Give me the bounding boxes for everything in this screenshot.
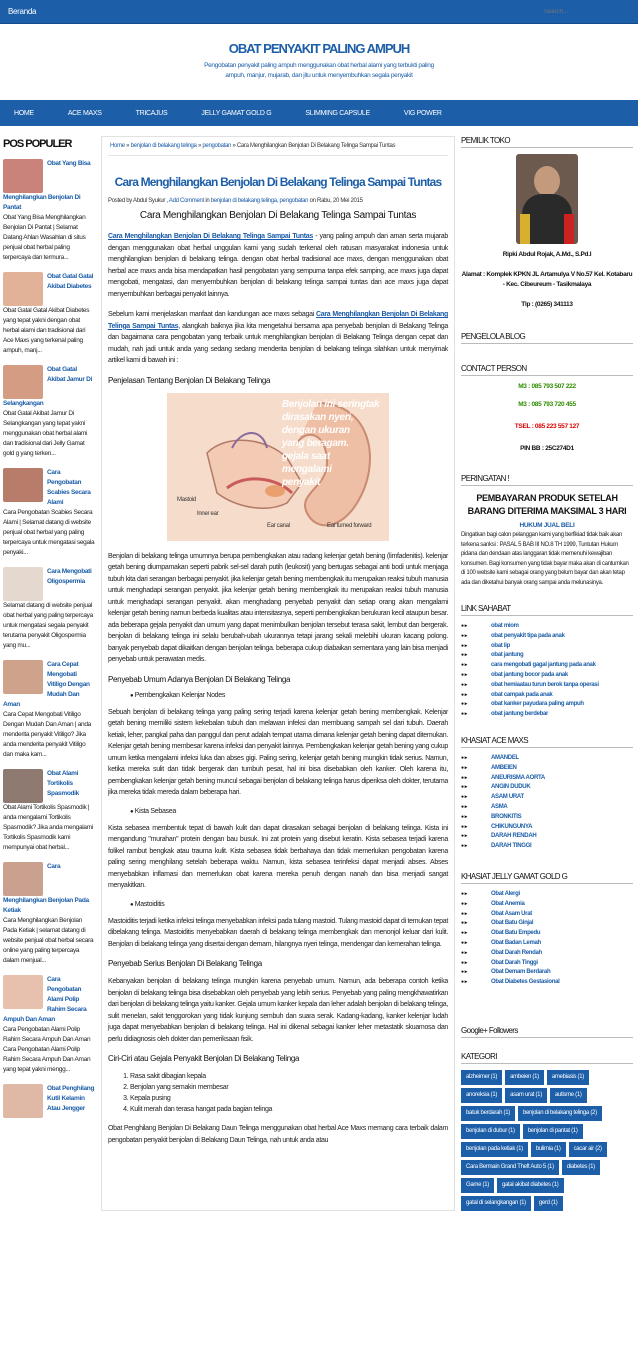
label-ear-forward: Ear tumed forward bbox=[327, 522, 372, 529]
nav-tricajus[interactable]: TRICAJUS bbox=[135, 109, 168, 117]
post-thumbnail[interactable] bbox=[3, 975, 43, 1009]
category-tag[interactable]: autisme (1) bbox=[550, 1088, 587, 1103]
pemilik-heading: PEMILIK TOKO bbox=[461, 136, 633, 148]
post-thumbnail[interactable] bbox=[3, 468, 43, 502]
post-subtitle: Cara Menghilangkan Benjolan Di Belakang Telinga Sampai Tuntas bbox=[139, 210, 417, 221]
sahabat-link[interactable]: ● ▸ obat lip bbox=[461, 642, 633, 652]
post-thumbnail[interactable] bbox=[3, 1084, 43, 1118]
post-link[interactable]: Cara Pengobatan Scabies Secara Alami bbox=[47, 469, 91, 506]
jelly-link[interactable]: ● ▸ Obat Batu Empedu bbox=[461, 929, 633, 939]
khasiat-link[interactable]: ● ▸ CHIKUNGUNYA bbox=[461, 823, 633, 833]
paragraph-2 bbox=[108, 309, 448, 367]
paragraph-2-text-a: Sebelum kami menjelaskan manfaat dan kandungan ace maxs sebagai bbox=[108, 311, 316, 318]
paragraph-1-text: - yang paling ampuh dan aman serta mujarab dengan menggunakan obat herbal unggulan kami yang sudah terkenal oleh ratusan masyarakat indonesia untuk menghilangkan benjolan di belakang telinga. dengan obat herbal tradisional ace maxs, dengan menggunakan obat herbal ace maxs anda bisa mendapatkan hasil pengobatan yang sempurna tanpa efek samping, ace maxs juga dapat mengobati, mengatasi, dan menyembuhkan benjolan di belakang telinga sampai tuntas dan ace maxs juga dapat menyembuhkan berbagai penyakit lainnya. bbox=[108, 233, 448, 298]
category-tag[interactable]: benjolan pada ketiak (1) bbox=[461, 1142, 528, 1157]
paragraph-2-text-b: , alangkah baiknya jika kita mengetahui bersama apa penyebab benjolan di Belakang Telinga dan bagaimana cara pengobatan yang terbaik untuk menghilangkan benjolan di Belakang Telinga dengan cepat dan mudah, nah jadi untuk anda yang sedang sedang menderita benjolan di belakang telinga silahkan untuk menyimak artikel kami di bawah ini : bbox=[108, 322, 448, 364]
post-link[interactable]: Obat Alami Tortikolis Spasmodik bbox=[47, 770, 79, 797]
heading-penjelasan: Penjelasan Tentang Benjolan Di Belakang Telinga bbox=[108, 375, 271, 385]
heading-ciri: Ciri-Ciri atau Gejala Penyakit Benjolan Di Belakang Telinga bbox=[108, 1054, 300, 1063]
main-nav bbox=[0, 100, 638, 126]
nav-slimming[interactable]: SLIMMING CAPSULE bbox=[305, 109, 370, 117]
home-link[interactable]: Beranda bbox=[8, 7, 37, 16]
sahabat-link[interactable]: ● ▸ obat jantung bbox=[461, 651, 633, 661]
keyword-link-1[interactable]: Cara Menghilangkan Benjolan Di Belakang Telinga Sampai Tuntas bbox=[108, 233, 313, 240]
post-snippet: Obat Gatal Gatal Akibat Diabetes yang tepat yakni dengan obat herbal alami dan tradisional dari Ace Maxs yang terkenal paling ampuh, manj... bbox=[3, 307, 90, 354]
category-tag[interactable]: benjolan di belakang telinga (2) bbox=[518, 1106, 602, 1121]
jelly-link[interactable]: ● ▸ Obat Demam Berdarah bbox=[461, 968, 633, 978]
label-ear-canal: Ear canal bbox=[267, 522, 290, 529]
keyword-link-2[interactable]: Cara Menghilangkan Benjolan Di Belakang Telinga Sampai Tuntas bbox=[108, 311, 448, 330]
paragraph-6: Mastoiditis terjadi ketika infeksi telinga menyebabkan infeksi pada tulang mastoid. Tulang mastoid dapat di temukan tepat dibelakang telinga. Mastoiditis menyebabkan daerah di belakang telinga membengkak dan menonjol keluar dari kulit. Benjolan di belakang telinga yang disertai dengan demam, hilangnya nyeri telinga, mendengar dan kemerahan telinga. bbox=[108, 917, 448, 948]
figure-overlay-text: Benjolan ini seringtak dirasakan nyeri, dengan ukuran yang beragam. gejala saat mengalami penyakit bbox=[282, 398, 380, 488]
post-title[interactable]: Cara Menghilangkan Benjolan Di Belakang Telinga Sampai Tuntas bbox=[114, 175, 442, 189]
bullet-nodes: ● Pembengkakan Kelenjar Nodes bbox=[130, 692, 448, 699]
nav-home[interactable]: HOME bbox=[14, 109, 34, 117]
post-date: on Rabu, 20 Mei 2015 bbox=[309, 198, 363, 204]
khasiat-link[interactable]: ● ▸ ANGIN DUDUK bbox=[461, 783, 633, 793]
peringatan-heading: PERINGATAN ! bbox=[461, 474, 633, 486]
category-tag[interactable]: anoreksia (1) bbox=[461, 1088, 502, 1103]
sahabat-link[interactable]: ● ▸ cara mengobati gagal jantung pada anak bbox=[461, 661, 633, 671]
post-snippet: Cara Pengobatan Scabies Secara Alami | Selamat datang di website penjual obat herbal yang paling terpercaya untuk mengatasi segala penyaki... bbox=[3, 509, 95, 556]
ciri-item: 3. Kepala pusing bbox=[130, 1093, 448, 1104]
site-title[interactable]: OBAT PENYAKIT PALING AMPUH bbox=[228, 41, 410, 56]
post-thumbnail[interactable] bbox=[3, 862, 43, 896]
post-thumbnail[interactable] bbox=[3, 272, 43, 306]
post-thumbnail[interactable] bbox=[3, 769, 43, 803]
post-link[interactable]: Cara bbox=[47, 863, 61, 870]
post-thumbnail[interactable] bbox=[3, 660, 43, 694]
category-tag[interactable]: ambeien (1) bbox=[505, 1070, 544, 1085]
ear-illustration-svg bbox=[167, 393, 389, 541]
jelly-link[interactable]: ● ▸ Obat Darah Rendah bbox=[461, 949, 633, 959]
sahabat-link[interactable]: ● ▸ obat miom bbox=[461, 622, 633, 632]
popular-post bbox=[3, 660, 95, 760]
sahabat-link[interactable]: ● ▸ obat jantung berdebar bbox=[461, 710, 633, 720]
google-heading: Google+ Followers bbox=[461, 1026, 633, 1038]
link-list bbox=[461, 622, 633, 720]
jelly-list bbox=[461, 890, 633, 988]
owner-address: Alamat : Komplek KPKN JL Artamulya V No.57 Kel. Kotabaru - Kec. Cibeureum - Tasikmalaya bbox=[461, 271, 633, 288]
kategori-heading: KATEGORI bbox=[461, 1052, 633, 1064]
owner-photo bbox=[516, 154, 578, 244]
category-tag[interactable]: batuk berdarah (1) bbox=[461, 1106, 515, 1121]
breadcrumb-category-1[interactable]: benjolan di belakang telinga bbox=[130, 143, 197, 149]
khasiat-link[interactable]: ● ▸ DARAH RENDAH bbox=[461, 832, 633, 842]
category-cloud bbox=[461, 1070, 633, 1211]
jelly-link[interactable]: ● ▸ Obat Diabetes Gestasional bbox=[461, 978, 633, 988]
search-input[interactable] bbox=[540, 5, 630, 19]
post-link-cont[interactable]: Selangkangan bbox=[3, 400, 44, 407]
post-thumbnail[interactable] bbox=[3, 159, 43, 193]
ear-illustration bbox=[167, 393, 389, 541]
khasiat-link[interactable]: ● ▸ AMANDEL bbox=[461, 754, 633, 764]
category-tag[interactable]: Cara Bermain Grand Theft Auto 5 (1) bbox=[461, 1160, 559, 1175]
post-snippet: Cara Pengobatan Alami Polip Rahim Secara Ampuh Dan Aman Cara Pengobatan Alami Polip Rahim Secara Ampuh Dan Aman yang tepat yakni mengg... bbox=[3, 1026, 91, 1073]
khasiat-list bbox=[461, 754, 633, 852]
jelly-link[interactable]: ● ▸ Obat Batu Ginjal bbox=[461, 919, 633, 929]
jelly-link[interactable]: ● ▸ Obat Anemia bbox=[461, 900, 633, 910]
post-snippet: Obat Alami Tortikolis Spasmodik | anda mengalami Tortikolis Spasmodik? Jika anda mengalami Tortikolis Spasmodik kami mempunyai obat herbal... bbox=[3, 804, 93, 851]
contact-heading: CONTACT PERSON bbox=[461, 364, 633, 376]
post-snippet: Obat Gatal Akibat Jamur Di Selangkangan yang tepat yakni menggunakan obat herbal alami dan tradisional dari Jelly Gamat gold g yang terken... bbox=[3, 410, 88, 457]
sahabat-link[interactable]: ● ▸ obat hemiaatau turun berok tanpa operasi bbox=[461, 681, 633, 691]
jelly-link[interactable]: ● ▸ Obat Asam Urat bbox=[461, 910, 633, 920]
paragraph-5: Kista sebasea membentuk tepat di bawah kulit dan dapat dirasakan sebagai benjolan di belakang telinga. Kista ini mengandung "murahan" protein dengan bau busuk. Ini zat protein yang disebut keratin. Kista sebasea terjadi karena folikel rambut bengkak atau trauma kulit. Kista sebasea tidak berbahaya dan tidak memerlukan pengobatan karena paling sering menghilang setelah beberapa waktu. Namun, kista sebasea terinfeksi dapat menjadi abses. Abses menyebabkan inflamasi dan memerlukan obat karena mereka penuh dengan nanah dan bisa menjadi sangat menyakitkan. bbox=[108, 824, 448, 889]
owner-phone: Tlp : (0265) 341113 bbox=[521, 301, 573, 308]
post-categories[interactable]: benjolan di belakang telinga, pengobatan bbox=[210, 198, 309, 204]
popular-post bbox=[3, 1084, 95, 1118]
category-tag[interactable]: benjolan di dubur (1) bbox=[461, 1124, 520, 1139]
post-link[interactable]: Cara Mengobati Oligospermia bbox=[47, 568, 92, 585]
nav-jelly-gamat[interactable]: JELLY GAMAT GOLD G bbox=[201, 109, 272, 117]
category-tag[interactable]: gerd (1) bbox=[534, 1196, 563, 1211]
heading-penyebab: Penyebab Umum Adanya Benjolan Di Belakang Telinga bbox=[108, 674, 291, 684]
popular-post bbox=[3, 159, 95, 263]
breadcrumb-current: Cara Menghilangkan Benjolan Di Belakang Telinga Sampai Tuntas bbox=[236, 143, 396, 149]
category-tag[interactable]: gatal akibat diabetes (1) bbox=[497, 1178, 564, 1193]
label-inner-ear: Inner ear bbox=[197, 510, 219, 517]
heading-serius: Penyebab Serius Benjolan Di Belakang Telinga bbox=[108, 959, 262, 968]
khasiat-link[interactable]: ● ▸ ASMA bbox=[461, 803, 633, 813]
contact-m3b: M3 : 085 793 720 455 bbox=[518, 401, 576, 408]
pengelola-heading: PENGELOLA BLOG bbox=[461, 332, 633, 344]
paragraph-1 bbox=[108, 231, 448, 300]
ciri-item: 2. Benjolan yang semakin membesar bbox=[130, 1082, 448, 1093]
paragraph-7: Kebanyakan benjolan di belakang telinga mungkin karena penyebab umum. Namun, ada beberapa contoh ketika benjolan di belakang telinga bisa disebabkan oleh penyebab yang lebih serius. Penyebab yang paling mengkhawatirkan dari benjolan di belakang telinga yaitu kanker. Gejala umum kanker kepala dan leher adalah benjolan di belakang telinga, sulit menelan, sakit tenggorokan yang tidak kunjung sembuh dan suara serak. Kadang-kadang, kanker kelenjar ludah juga dapat menyebabkan benjolan di belakang telinga. Hal ini dikenal sebagai kanker leher metastatik skuamosa dan perlu didiagnosis oleh dokter dan pemeriksaan fisik. bbox=[108, 978, 448, 1043]
jelly-heading: KHASIAT JELLY GAMAT GOLD G bbox=[461, 872, 633, 884]
category-tag[interactable]: cacar air (2) bbox=[569, 1142, 607, 1157]
sahabat-link[interactable]: ● ▸ obat campak pada anak bbox=[461, 691, 633, 701]
bullet-kista: ● Kista Sebasea bbox=[130, 808, 448, 815]
ciri-item: 4. Kulit merah dan terasa hangat pada bagian telinga bbox=[130, 1104, 448, 1115]
category-tag[interactable]: amebiasis (1) bbox=[547, 1070, 589, 1085]
warning-title: PEMBAYARAN PRODUK SETELAH BARANG DITERIMA MAKSIMAL 3 HARI bbox=[467, 493, 627, 516]
breadcrumb: Home » benjolan di belakang telinga » pengobatan » Cara Menghilangkan Benjolan Di Belakang Telinga Sampai Tuntas bbox=[108, 137, 448, 156]
warning-law: HUKUM JUAL BELI bbox=[519, 522, 575, 529]
category-tag[interactable]: diabetes (1) bbox=[562, 1160, 600, 1175]
category-tag[interactable]: gatal di selangkangan (1) bbox=[461, 1196, 531, 1211]
popular-post bbox=[3, 468, 95, 558]
category-tag[interactable]: asam urat (1) bbox=[505, 1088, 547, 1103]
popular-post bbox=[3, 567, 95, 651]
khasiat-link[interactable]: ● ▸ DARAH TINGGI bbox=[461, 842, 633, 852]
khasiat-heading: KHASIAT ACE MAXS bbox=[461, 736, 633, 748]
khasiat-link[interactable]: ● ▸ BRONKITIS bbox=[461, 813, 633, 823]
category-tag[interactable]: alzheimer (1) bbox=[461, 1070, 502, 1085]
category-tag[interactable]: Game (1) bbox=[461, 1178, 494, 1193]
contact-tsel: TSEL : 085 223 557 127 bbox=[514, 423, 580, 430]
post-meta: Posted by Abdul Syukur , Add Comment in benjolan di belakang telinga, pengobatan on Rabu, 20 Mei 2015 bbox=[108, 198, 363, 204]
khasiat-link[interactable]: ● ▸ ANEURISMA AORTA bbox=[461, 774, 633, 784]
sahabat-link[interactable]: ● ▸ obat penyakit tipa pada anak bbox=[461, 632, 633, 642]
contact-pin: PIN BB : 25C274D1 bbox=[520, 445, 574, 452]
paragraph-4: Sebuah benjolan di belakang telinga yang paling sering terjadi karena kelenjar getah bening membengkak. Kelenjar getah bening memiliki sistem kekebalan tubuh dan melawan infeksi dan membuang sampah sel dari tubuh. Daerah ketiak, leher, pangkal paha dan panggul dan perut adalah tempat utama dimana kelenjar getah bening dapat ditemukan. Kelenjar getah bening membesar karena infeksi dan penyakit lainnya. Pembengkakan kelenjar getah bening yang cukup umum ketika mengalami infeksi luka dan abses gigi. Paling sering, kelenjar getah bening mungkin tidak serius. Namun, ketika mereka sulit dan tidak bergerak dan tumbuh pesat, hal ini bisa disebabkan oleh kanker. Oleh karena itu, pembengkakan kelenjar getah bening muncul sebagai benjolan di belakang telinga harus diperiksa oleh dokter, terutama jika mereka tidak mereda dalam beberapa hari. bbox=[108, 708, 448, 796]
post-thumbnail[interactable] bbox=[3, 567, 43, 601]
breadcrumb-category-2[interactable]: pengobatan bbox=[202, 143, 232, 149]
post-snippet: Selamat datang di website penjual obat herbal yang paling terpercaya untuk mengatasi segala penyakit terutama penyakit Oligospermia yang mu... bbox=[3, 602, 93, 649]
paragraph-8: Obat Penghilang Benjolan Di Belakang Daun Telinga menggunakan obat herbal Ace Maxs memang cara terbaik dalam pengobatan penyakit benjolan di Belakang Daun Telinga, nah untuk anda atau bbox=[108, 1125, 448, 1144]
post-link-cont[interactable]: Ampuh Dan Aman bbox=[3, 1016, 55, 1023]
post-link-cont[interactable]: Menghilangkan Benjolan Di Pantat bbox=[3, 194, 81, 211]
popular-heading: POS POPULER bbox=[3, 138, 72, 150]
category-tag[interactable]: benjolan di pantat (1) bbox=[523, 1124, 583, 1139]
right-sidebar bbox=[461, 136, 633, 1211]
category-tag[interactable]: bulimia (1) bbox=[531, 1142, 566, 1157]
post-author: Posted by Abdul Syukur bbox=[108, 198, 166, 204]
post-snippet: Cara Menghilangkan Benjolan Pada Ketiak | selamat datang di website penjual obat herbal secara online yang paling terpercaya dalam menjual... bbox=[3, 917, 94, 964]
popular-post bbox=[3, 769, 95, 853]
nav-vig-power[interactable]: VIG POWER bbox=[403, 109, 442, 117]
popular-post bbox=[3, 365, 95, 459]
post-link[interactable]: Obat Yang Bisa bbox=[47, 160, 91, 167]
meta-in: in bbox=[205, 198, 210, 204]
owner-name: Ripki Abdul Rojak, A.Md., S.Pd.I bbox=[502, 251, 592, 258]
post-snippet: Cara Cepat Mengobati Vitiligo Dengan Mudah Dan Aman | anda menderita penyakit Vitiligo? Jika anda menderita penyakit Vitiligo dan maka kam... bbox=[3, 711, 91, 758]
jelly-link[interactable]: ● ▸ Obat Badan Lemah bbox=[461, 939, 633, 949]
warning-text: Dingatkan bagi calon pelanggan kami yang berfikiad tidak baik akan terkena sanksi : PASAL 5 BAB III NO.8 TH 1999, Tuntutan Hukum pidana dan dendaan atas langgaran tidak memenuhi kewajiban konsumen. Bagi konsumen yang tidak bayar maka akan di cantumkan di 100 website kami sebagai orang yang belum bayar dan akan tetap ada dan diketahui banyak orang sampai anda melunasinya. bbox=[461, 532, 629, 586]
post-snippet: Obat Yang Bisa Menghilangkan Benjolan Di Pantat | Selamat Datang Ahlan Wasahlan di situs penjual obat herbal paling terpercaya dan termura... bbox=[3, 214, 86, 261]
popular-posts bbox=[3, 136, 95, 1211]
site-header bbox=[0, 24, 638, 100]
post-link[interactable]: Obat Gatal Gatal Akibat Diabetes bbox=[47, 273, 94, 290]
post-thumbnail[interactable] bbox=[3, 365, 43, 399]
popular-post bbox=[3, 272, 95, 356]
site-tagline: Pengobatan penyakit paling ampuh menggunakan obat herbal alami yang terbukti paling ampuh, manjur, mujarab, dan jitu untuk menyembuhkan segala penyakit bbox=[204, 62, 434, 79]
post-link[interactable]: Cara Pengobatan Alami Polip Rahim Secara bbox=[47, 976, 87, 1013]
khasiat-link[interactable]: ● ▸ AMBEIEN bbox=[461, 764, 633, 774]
comment-link[interactable]: Add Comment bbox=[168, 198, 204, 204]
post-link-cont[interactable]: Menghilangkan Benjolan Pada Ketiak bbox=[3, 897, 89, 914]
khasiat-link[interactable]: ● ▸ ASAM URAT bbox=[461, 793, 633, 803]
article bbox=[101, 136, 455, 1211]
post-link[interactable]: Cara Cepat Mengobati Vitiligo Dengan Mudah Dan bbox=[47, 661, 90, 698]
bullet-mastoiditis: ● Mastoiditis bbox=[130, 901, 448, 908]
jelly-link[interactable]: ● ▸ Obat Alergi bbox=[461, 890, 633, 900]
label-mastoid: Mastoid bbox=[177, 496, 196, 503]
nav-ace-maxs[interactable]: ACE MAXS bbox=[67, 109, 102, 117]
ciri-item: 1. Rasa sakit dibagian kepala bbox=[130, 1071, 448, 1082]
link-heading: LINK SAHABAT bbox=[461, 604, 633, 616]
post-link[interactable]: Obat Penghilang Kutil Kelamin Atau Jengger bbox=[47, 1085, 95, 1112]
contact-m3a: M3 : 085 793 507 222 bbox=[518, 383, 576, 390]
post-link-cont[interactable]: Aman bbox=[3, 701, 20, 708]
jelly-link[interactable]: ● ▸ Obat Darah Tinggi bbox=[461, 959, 633, 969]
sahabat-link[interactable]: ● ▸ obat jantung bocor pada anak bbox=[461, 671, 633, 681]
popular-post bbox=[3, 975, 95, 1075]
top-bar bbox=[0, 0, 638, 24]
ciri-list bbox=[130, 1071, 448, 1115]
sahabat-link[interactable]: ● ▸ obat kanker payudara paling ampuh bbox=[461, 700, 633, 710]
post-link[interactable]: Obat Gatal Akibat Jamur Di bbox=[47, 366, 92, 383]
paragraph-3: Benjolan di belakang telinga umumnya berupa pembengkakan atau radang kelenjar getah bening (limfadenitis). kelenjar getah bening diumpamakan seperti pabrik sel-sel darah putih (leukosit) yang bertugas sebagai anti bodi untuk menjaga tubuh kita dari serangan berbagai penyakit. jika kelenjar getah bening membengkak itu merupakan reaksi tubuh manusia untuk menghadapi serangan penyakit. jika kelenjar getah bening membengkak itu merupakan reaksi tubuh manusia untuk menghadapi serangan penyakit. akan menghadang penyebab penyakit dan setiap orang akan mengalami kelenjar getah bening namun berbeda kualitas atau intensitasnya, seperti pembengkakan berukuran kecil ataupun besar. ada beberapa gejala penyakit dan umum yang dapat menimbulkan benjolan tersebut terasa sakit, lembut dan bergerak. benjolan di belakang telinga ini selalu berubah-ubah ukurannya tetapi jarang sekali melebihi ukuran kacang polong. banyak penyebab dapat dikaitkan dengan benjolan telinga. beberapa cukup diabaikan sementara yang lain bisa menjadi penyebab untuk perawatan medis. bbox=[108, 552, 448, 663]
popular-post bbox=[3, 862, 95, 966]
breadcrumb-home[interactable]: Home bbox=[110, 143, 125, 149]
